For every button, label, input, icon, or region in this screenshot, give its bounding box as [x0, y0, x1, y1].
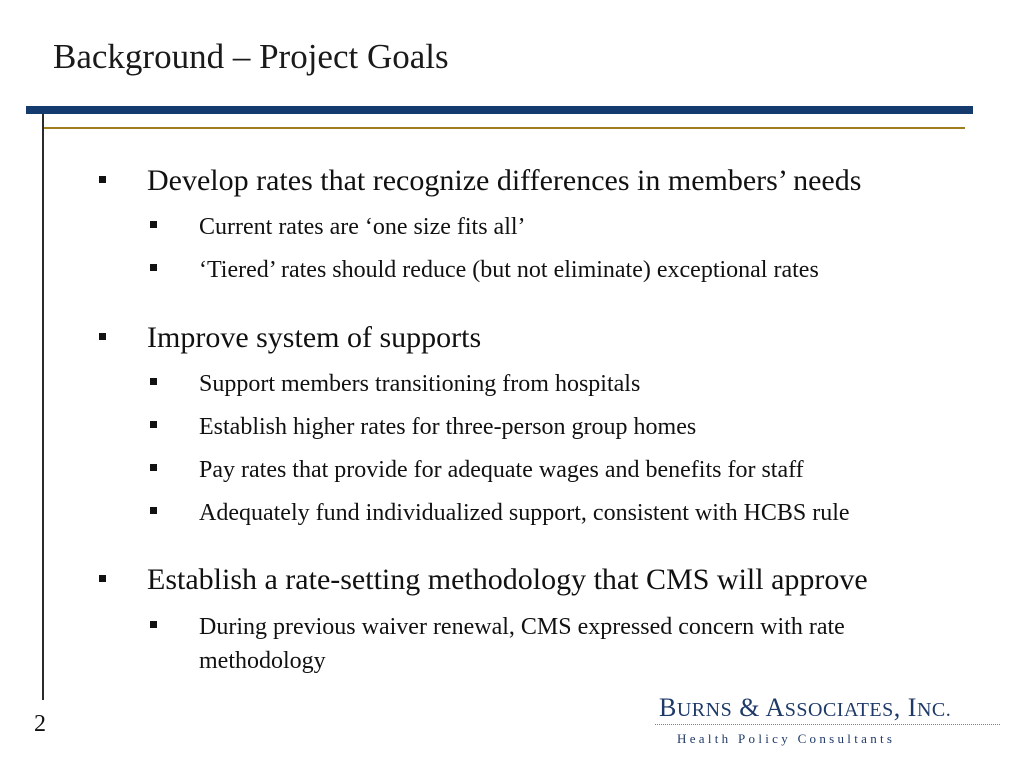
square-bullet-icon: [150, 507, 157, 514]
bullet-text: Establish a rate-setting methodology that CMS will approve: [147, 563, 868, 596]
square-bullet-icon: [150, 464, 157, 471]
square-bullet-icon: [150, 378, 157, 385]
sub-bullet-text: Adequately fund individualized support, consistent with HCBS rule: [199, 500, 850, 526]
title-rule-gold: [44, 127, 965, 129]
square-bullet-icon: [150, 264, 157, 271]
slide-title: Background – Project Goals: [53, 37, 449, 76]
square-bullet-icon: [150, 621, 157, 628]
square-bullet-icon: [150, 221, 157, 228]
bullet-text: Develop rates that recognize differences in members’ needs: [147, 164, 862, 197]
page-number: 2: [34, 711, 46, 737]
company-logo: [655, 693, 1000, 753]
logo-name: BURNS & ASSOCIATES, INC.: [659, 693, 952, 722]
square-bullet-icon: [99, 575, 106, 582]
square-bullet-icon: [99, 176, 106, 183]
left-vertical-rule: [42, 114, 44, 700]
square-bullet-icon: [150, 421, 157, 428]
logo-dotted-divider: [655, 724, 1000, 725]
sub-bullet-text: Current rates are ‘one size fits all’: [199, 214, 526, 240]
sub-bullet-text: Pay rates that provide for adequate wages and benefits for staff: [199, 457, 804, 483]
sub-bullet-text: During previous waiver renewal, CMS expressed concern with rate methodology: [199, 614, 845, 674]
square-bullet-icon: [99, 333, 106, 340]
title-rule-navy: [26, 106, 973, 114]
logo-tagline: Health Policy Consultants: [677, 731, 896, 746]
sub-bullet-text: Support members transitioning from hospitals: [199, 371, 641, 397]
bullet-text: Improve system of supports: [147, 321, 482, 354]
sub-bullet-text: Establish higher rates for three-person group homes: [199, 414, 697, 440]
sub-bullet-text: ‘Tiered’ rates should reduce (but not eliminate) exceptional rates: [199, 257, 819, 283]
